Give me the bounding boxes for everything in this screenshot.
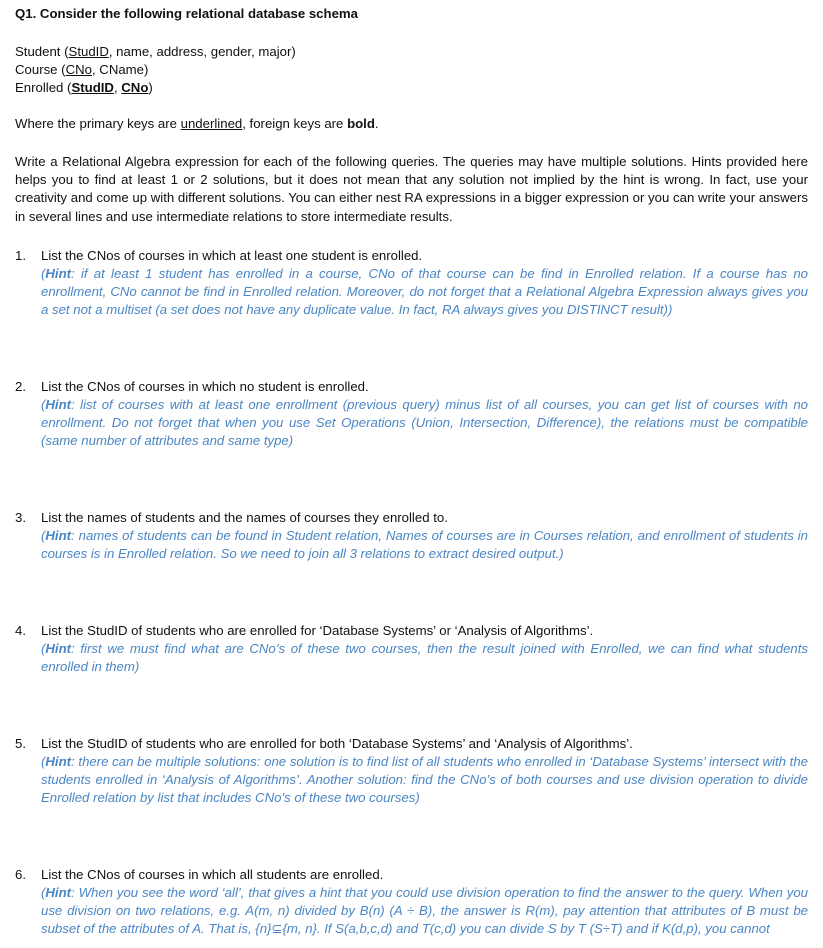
underlined-example: underlined [180,116,243,131]
question-hint: (Hint: there can be multiple solutions: one solution is to find list of all students who enrolled in ‘Database Systems’ intersect with the students enrolled in ‘Analysis of Algorithms’. Another solution: find the CNo’s of both courses and use division operation to divide Enrolled relation by list that includes CNo’s of these two courses) [41,754,808,806]
question-hint: (Hint: list of courses with at least one enrollment (previous query) minus list of all courses, you can get list of courses with no enrollment. Do not forget that when you use Set Operations (Union, Intersection, Difference), the relations must be compatible (same number of attributes and same type) [41,397,808,449]
question-number: 4. [15,623,26,638]
question-hint: (Hint: first we must find what are CNo’s of these two courses, then the result joined with Enrolled, we can find what students enrolled in them) [41,641,808,675]
foreign-primary-key: CNo [121,80,149,95]
bold-example: bold [347,116,375,131]
question-hint: (Hint: names of students can be found in Student relation, Names of courses are in Courses relation, and enrollment of students in courses is in Enrolled relation. So we need to join all 3 relations to extract desired output.) [41,528,808,562]
question-text: List the names of students and the names of courses they enrolled to. [41,510,448,525]
schema-course: Course (CNo, CName) [15,62,149,77]
relation-name: Enrolled [15,80,64,95]
primary-key: StudID [68,44,109,59]
question-text: List the CNos of courses in which at least one student is enrolled. [41,248,423,263]
schema-enrolled: Enrolled (StudID, CNo) [15,80,153,95]
question-title: Q1. Consider the following relational database schema [15,6,358,21]
question-number: 3. [15,510,26,525]
question-number: 1. [15,248,26,263]
question-number: 6. [15,867,26,882]
question-hint: (Hint: When you see the word ‘all’, that gives a hint that you could use division operation to find the answer to the query. When you use division on two relations, e.g. A(m, n) divided by B(n) (A ÷ B), the answer is R(m), pay attention that attributes of B must be subset of the attributes of A. That is, {n}⊆{m, n}. If S(a,b,c,d) and T(c,d) you can divide S by T (S÷T) and if K(d,p), you cannot [41,885,808,937]
question-text: List the StudID of students who are enrolled for both ‘Database Systems’ and ‘Analysis of Algorithms’. [41,736,633,751]
question-text: List the StudID of students who are enrolled for ‘Database Systems’ or ‘Analysis of Algorithms’. [41,623,594,638]
intro-paragraph: Write a Relational Algebra expression for each of the following queries. The queries may have multiple solutions. Hints provided here helps you to find at least 1 or 2 solutions, but it does not mean that any solution not implied by the hint is wrong. In fact, use your creativity and come up with different solutions. You can either nest RA expressions in a bigger expression or you can write your answers in several lines and use intermediate relations to store intermediate results. [15,154,808,224]
foreign-primary-key: StudID [71,80,114,95]
question-number: 2. [15,379,26,394]
question-text: List the CNos of courses in which all students are enrolled. [41,867,384,882]
question-text: List the CNos of courses in which no student is enrolled. [41,379,369,394]
question-hint: (Hint: if at least 1 student has enrolled in a course, CNo of that course can be find in Enrolled relation. If a course has no enrollment, CNo cannot be find in Enrolled relation. Moreover, do not forget that a Relational Algebra Expression always gives you a set not a multiset (a set does not have any duplicate value. In fact, RA always gives you DISTINCT result)) [41,266,808,318]
question-number: 5. [15,736,26,751]
relation-name: Student [15,44,61,59]
key-legend: Where the primary keys are underlined, foreign keys are bold. [15,116,379,131]
primary-key: CNo [65,62,92,77]
relation-name: Course [15,62,58,77]
schema-student: Student (StudID, name, address, gender, major) [15,44,296,59]
